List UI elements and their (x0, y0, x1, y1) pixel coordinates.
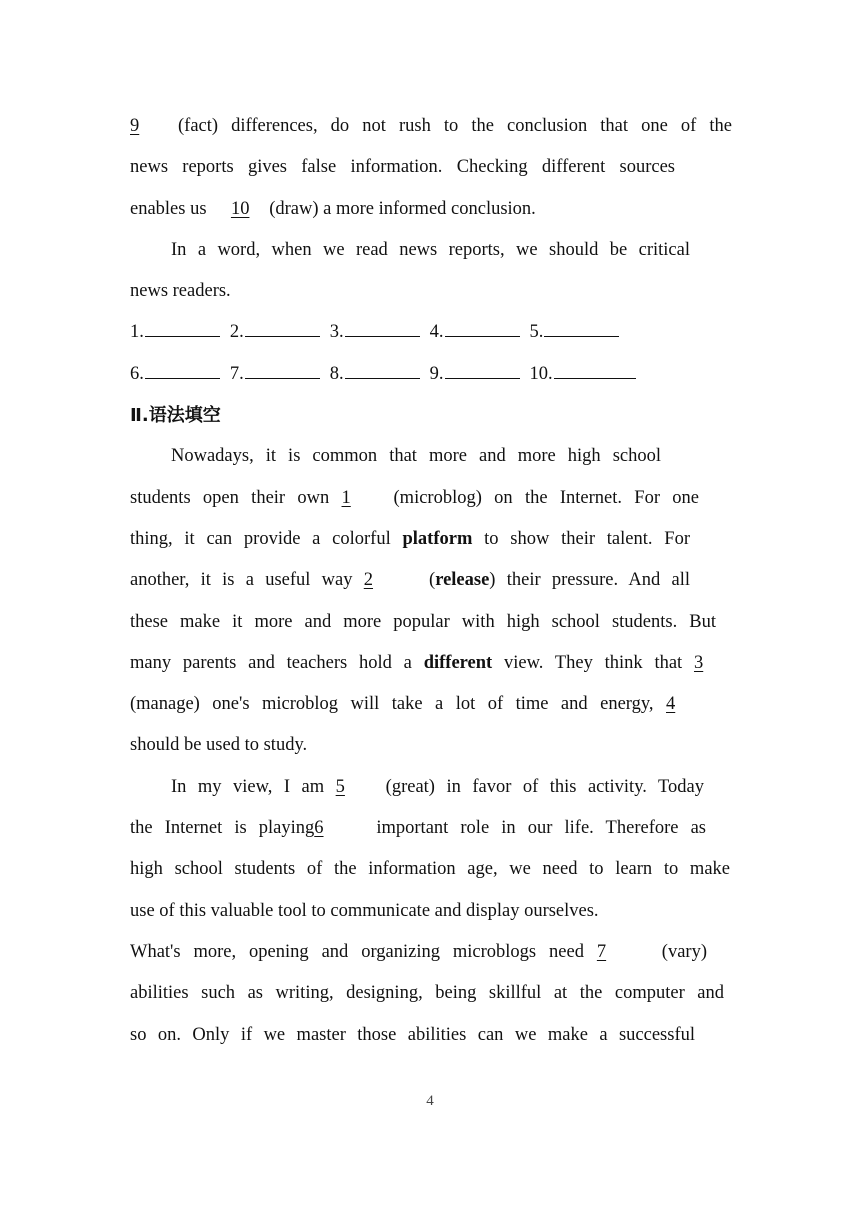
answer-slot-1[interactable]: 1. (130, 312, 220, 353)
passage2-line-4: another, it is a useful way 2 (release) their pressure. And all (130, 560, 690, 601)
section-title: Ⅱ.语法填空 (130, 405, 221, 427)
passage2-line-1: Nowadays, it is common that more and more high school (171, 446, 661, 467)
answer-slot-9[interactable]: 9. (430, 354, 520, 395)
answer-row-1 (130, 312, 732, 353)
answer-slot-2[interactable]: 2. (230, 312, 320, 353)
passage2-line-3: thing, it can provide a colorful platform to show their talent. For (130, 528, 690, 549)
bold-word-release: release (435, 570, 490, 591)
blank-4: 4 (666, 694, 676, 715)
blank-5: 5 (335, 776, 345, 797)
blank-9: 9 (130, 116, 140, 136)
answer-slot-4[interactable]: 4. (430, 312, 520, 353)
passage2-line-7: (manage) one's microblog will take a lot of time and energy, 4 (130, 684, 716, 725)
answer-slot-5[interactable]: 5. (530, 312, 620, 353)
passage2-line-12: use of this valuable tool to communicate and display ourselves. (130, 900, 599, 921)
passage1-line-3 (130, 189, 732, 230)
answer-slot-10[interactable]: 10. (530, 354, 636, 395)
blank-1: 1 (341, 487, 351, 508)
document-page (130, 106, 732, 1056)
blank-3: 3 (693, 652, 704, 673)
passage2-line-8: should be used to study. (130, 735, 308, 756)
passage1-line-1 (130, 106, 732, 147)
passage2-line-9: In my view, I am 5 (great) in favor of this activity. Today (130, 767, 704, 808)
passage2-line-10: the Internet is playing6 important role in our life. Therefore as (130, 808, 706, 849)
passage2-line-11: high school students of the information age, we need to learn to make (130, 859, 730, 880)
passage1-line-2: news reports gives false information. Checking different sources (130, 157, 675, 178)
passage1-line-3-head: enables us (130, 198, 212, 219)
blank-10: 10 (230, 198, 250, 219)
passage2-line-14: abilities such as writing, designing, being skillful at the computer and (130, 983, 724, 1004)
passage1-line-4: In a word, when we read news reports, we should be critical (171, 239, 690, 260)
passage2-line-2: students open their own 1 (microblog) on the Internet. For one (130, 478, 699, 519)
answer-slot-7[interactable]: 7. (230, 354, 320, 395)
answer-row-2 (130, 354, 732, 395)
answer-slot-6[interactable]: 6. (130, 354, 220, 395)
passage2-line-13: What's more, opening and organizing microblogs need 7 (vary) (130, 932, 707, 973)
passage1-line-3-tail: (draw) a more informed conclusion. (269, 198, 536, 219)
answer-slot-3[interactable]: 3. (330, 312, 420, 353)
answer-slot-8[interactable]: 8. (330, 354, 420, 395)
bold-word-different: different (423, 652, 493, 673)
passage1-line-5: news readers. (130, 281, 231, 302)
passage1-line-1-text: (fact) differences, do not rush to the conclusion that one of the (178, 116, 732, 136)
page-number: 4 (426, 1093, 434, 1109)
blank-2: 2 (363, 570, 374, 591)
blank-6: 6 (314, 818, 324, 839)
passage2-line-15: so on. Only if we master those abilities can we make a successful (130, 1024, 695, 1045)
bold-word-platform: platform (402, 528, 473, 549)
passage2-line-6: many parents and teachers hold a different view. They think that 3 (130, 643, 730, 684)
blank-7: 7 (596, 941, 607, 962)
passage2-line-5: these make it more and more popular with high school students. But (130, 611, 716, 632)
